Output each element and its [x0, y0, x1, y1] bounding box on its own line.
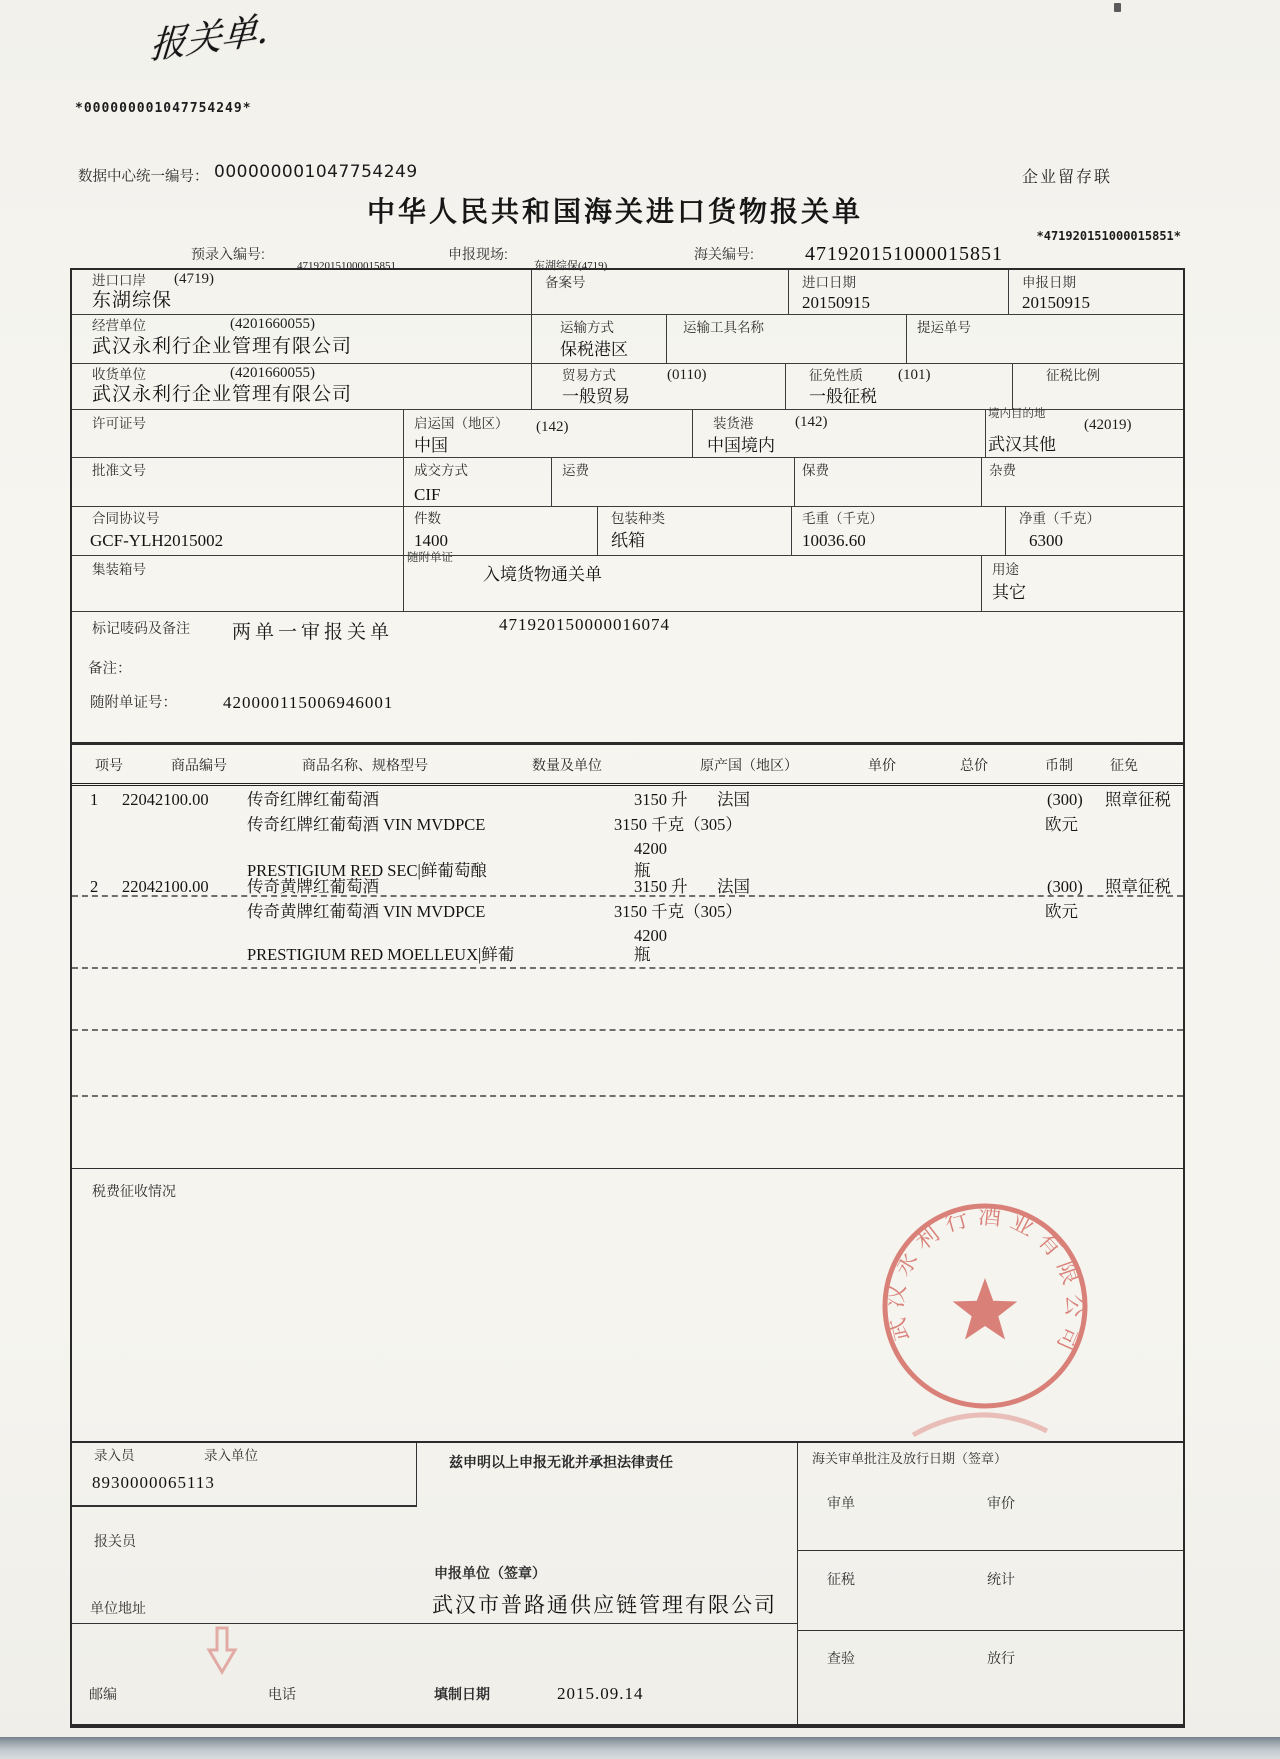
departure-country-label: 启运国（地区）: [414, 416, 509, 431]
item-qty-line3: 4200: [634, 926, 667, 945]
field-packages: [404, 507, 598, 555]
departure-country-code: (142): [536, 419, 569, 435]
item-name-line4: PRESTIGIUM RED MOELLEUX|鲜葡: [247, 945, 515, 964]
approval-no-label: 批准文号: [92, 463, 146, 478]
attached-doc-no-value: 420000115006946001: [223, 693, 394, 712]
goods-col-total-price: 总价: [960, 757, 988, 773]
item-name-line4: PRESTIGIUM RED SEC|鲜葡萄酿: [247, 861, 487, 880]
marks-number: 471920150000016074: [499, 615, 670, 634]
field-attached-docs: [404, 552, 982, 611]
field-container-no: [72, 556, 404, 611]
form-row-6: [72, 507, 1183, 556]
item-separator-dashed: [72, 967, 1183, 969]
import-date-value: 20150915: [802, 293, 870, 312]
tax-section-label: 税费征收情况: [92, 1183, 176, 1199]
item-origin: 法国: [717, 877, 750, 896]
item-no: 1: [90, 790, 99, 809]
scan-artifact-speck: [1114, 3, 1121, 12]
field-import-date: [789, 270, 1009, 314]
form-row-3: [72, 364, 1183, 410]
handwritten-note: 报关单.: [148, 9, 271, 68]
field-transport-mode: [532, 315, 667, 363]
stats-label: 统计: [987, 1571, 1015, 1587]
item-levy-type: 照章征税: [1105, 790, 1171, 809]
transport-mode-value: 保税港区: [560, 340, 628, 359]
net-weight-label: 净重（千克）: [1019, 511, 1100, 526]
item-currency-code: (300): [1047, 790, 1083, 809]
customs-no-value: 471920151000015851: [805, 243, 1003, 265]
contract-no-label: 合同协议号: [92, 511, 160, 526]
bill-no-label: 提运单号: [917, 320, 971, 335]
field-tax-ratio: [1013, 364, 1183, 409]
field-net-weight: [1006, 507, 1183, 555]
goods-body: [72, 786, 1183, 1169]
item-currency: 欧元: [1045, 815, 1078, 834]
levy-nature-label: 征免性质: [809, 368, 863, 383]
operator-label: 经营单位: [92, 318, 146, 333]
loading-port-code: (142): [795, 414, 828, 430]
item-separator-dashed: [72, 895, 1183, 897]
goods-col-unit-price: 单价: [868, 757, 896, 773]
declaration-form: [70, 268, 1185, 1728]
tax-label: 征税: [827, 1571, 855, 1587]
field-gross-weight: [792, 507, 1006, 555]
record-no-label: 备案号: [545, 275, 586, 290]
transport-tool-label: 运输工具名称: [683, 320, 764, 335]
item-qty-line1: 3150 升: [634, 877, 688, 896]
right-barcode-number: *471920151000015851*: [1036, 229, 1181, 243]
license-no-label: 许可证号: [92, 416, 146, 431]
misc-fee-label: 杂费: [989, 463, 1016, 478]
goods-col-currency: 币制: [1045, 757, 1073, 773]
trade-mode-value: 一般贸易: [562, 387, 630, 406]
contract-no-value: GCF-YLH2015002: [90, 531, 224, 550]
destination-label: 境内目的地: [988, 408, 1046, 420]
item-qty-line4: 瓶: [634, 861, 651, 880]
item-no: 2: [90, 877, 99, 896]
net-weight-value: 6300: [1029, 531, 1063, 550]
copy-type-label: 企业留存联: [1022, 169, 1113, 186]
field-bill-no: [907, 315, 1183, 363]
gross-weight-label: 毛重（千克）: [802, 511, 883, 526]
form-row-4: [72, 410, 1183, 458]
declare-site-label: 申报现场:: [448, 246, 508, 262]
item-currency-code: (300): [1047, 877, 1083, 896]
declare-unit-name: 武汉市普路通供应链管理有限公司: [432, 1593, 777, 1617]
item-qty-line3: 4200: [634, 839, 667, 858]
transaction-mode-label: 成交方式: [414, 463, 468, 478]
form-row-1: [72, 270, 1183, 315]
import-date-label: 进口日期: [802, 275, 856, 290]
goods-col-name-spec: 商品名称、规格型号: [302, 757, 428, 773]
preentry-label: 预录入编号:: [191, 246, 265, 262]
price-review-label: 审价: [987, 1495, 1015, 1511]
scan-bottom-edge: [0, 1737, 1280, 1759]
form-row-2: [72, 315, 1183, 364]
packages-value: 1400: [414, 531, 448, 550]
package-type-value: 纸箱: [611, 531, 645, 550]
unit-address-label: 单位地址: [90, 1600, 146, 1616]
levy-nature-value: 一般征税: [809, 387, 877, 406]
consignee-label: 收货单位: [92, 367, 146, 382]
goods-header-row: [72, 744, 1183, 786]
item-origin: 法国: [717, 790, 750, 809]
inspect-label: 查验: [827, 1650, 855, 1666]
broker-label: 报关员: [94, 1533, 136, 1549]
item-name-line2: 传奇黄牌红葡萄酒 VIN MVDPCE: [247, 902, 486, 921]
marks-area: [72, 612, 1183, 744]
field-usage: [982, 556, 1183, 611]
goods-col-qty-unit: 数量及单位: [532, 757, 602, 773]
stamp-star-icon: [953, 1278, 1018, 1340]
item-qty-line1: 3150 升: [634, 790, 688, 809]
customs-row-divider: [797, 1630, 1183, 1631]
loading-port-label: 装货港: [713, 416, 754, 431]
container-no-label: 集装箱号: [92, 562, 146, 577]
entry-clerk-box: [72, 1443, 417, 1507]
footer-section: [72, 1443, 1183, 1726]
field-operator: [72, 315, 532, 363]
gross-weight-value: 10036.60: [802, 531, 866, 550]
entry-clerk-label: 录入员: [94, 1448, 135, 1463]
company-stamp: [865, 1186, 1105, 1426]
stamp-company-text: 武汉永利行酒业有限公司: [880, 1201, 1089, 1363]
postcode-label: 邮编: [89, 1686, 117, 1702]
tax-section: [72, 1169, 1183, 1443]
item-hs-code: 22042100.00: [122, 790, 209, 809]
data-center-number: 000000001047754249: [214, 162, 418, 182]
item-levy-type: 照章征税: [1105, 877, 1171, 896]
usage-value: 其它: [992, 583, 1026, 602]
declare-unit-label: 申报单位（签章）: [434, 1565, 546, 1581]
tax-ratio-label: 征税比例: [1046, 368, 1100, 383]
form-row-5: [72, 458, 1183, 507]
field-license-no: [72, 410, 404, 457]
field-approval-no: [72, 458, 404, 506]
goods-col-origin: 原产国（地区）: [700, 757, 798, 773]
transaction-mode-value: CIF: [414, 485, 441, 504]
item-qty-line2: 3150 千克（305）: [614, 815, 742, 834]
customs-row-divider: [797, 1550, 1183, 1551]
attached-docs-label: 随附单证: [407, 552, 453, 564]
item-name-line1: 传奇红牌红葡萄酒: [247, 790, 379, 809]
review-label: 审单: [827, 1495, 855, 1511]
marks-label: 标记唛码及备注: [92, 620, 190, 636]
departure-country-value: 中国: [414, 436, 448, 455]
phone-label: 电话: [268, 1686, 296, 1702]
operator-code: (4201660055): [230, 316, 315, 332]
field-trade-mode: [532, 364, 786, 409]
insurance-label: 保费: [802, 463, 829, 478]
attached-doc-no-label: 随附单证号：: [90, 695, 177, 711]
freight-label: 运费: [562, 463, 589, 478]
item-name-line1: 传奇黄牌红葡萄酒: [247, 877, 379, 896]
item-qty-line4: 瓶: [634, 945, 651, 964]
field-destination: [986, 410, 1183, 457]
field-loading-port: [693, 410, 986, 457]
field-insurance: [795, 458, 982, 506]
usage-label: 用途: [992, 562, 1019, 577]
destination-code: (42019): [1084, 417, 1132, 433]
item-currency: 欧元: [1045, 902, 1078, 921]
top-barcode-number: *000000001047754249*: [75, 101, 252, 116]
loading-port-value: 中国境内: [707, 436, 775, 455]
consignee-code: (4201660055): [230, 365, 315, 381]
red-mark-icon: [200, 1622, 244, 1678]
attached-docs-value: 入境货物通关单: [483, 565, 602, 584]
entry-unit-number: 8930000065113: [92, 1473, 215, 1492]
levy-nature-code: (101): [898, 367, 931, 383]
remark-label: 备注：: [88, 661, 132, 677]
field-contract-no: [72, 507, 404, 555]
field-record-no: [532, 270, 789, 314]
field-import-port: [72, 270, 532, 314]
item-qty-line2: 3150 千克（305）: [614, 902, 742, 921]
customs-no-label: 海关编号:: [694, 246, 754, 262]
release-label: 放行: [987, 1650, 1015, 1666]
consignee-value: 武汉永利行企业管理有限公司: [92, 384, 353, 405]
form-row-7: [72, 552, 1183, 612]
field-package-type: [598, 507, 792, 555]
marks-value: 两单一审报关单: [232, 622, 394, 643]
item-separator-dashed: [72, 1095, 1183, 1097]
field-levy-nature: [786, 364, 1013, 409]
entry-unit-label: 录入单位: [204, 1448, 258, 1463]
fill-date-value: 2015.09.14: [557, 1684, 644, 1703]
field-declare-date: [1009, 270, 1183, 314]
destination-value: 武汉其他: [988, 435, 1056, 454]
footer-divider: [797, 1443, 798, 1724]
field-consignee: [72, 364, 532, 409]
declare-site-value: 东湖综保(4719): [534, 260, 608, 272]
trade-mode-label: 贸易方式: [562, 368, 616, 383]
field-departure-country: [404, 410, 693, 457]
import-port-value: 东湖综保: [92, 290, 173, 311]
item-hs-code: 22042100.00: [122, 877, 209, 896]
operator-value: 武汉永利行企业管理有限公司: [92, 336, 353, 357]
fill-date-label: 填制日期: [434, 1686, 490, 1702]
goods-col-levy: 征免: [1110, 757, 1138, 773]
trade-mode-code: (0110): [667, 367, 707, 383]
declare-date-label: 申报日期: [1022, 275, 1076, 290]
package-type-label: 包装种类: [611, 511, 665, 526]
field-transaction-mode: [404, 458, 552, 506]
field-misc-fee: [982, 458, 1183, 506]
customs-notes-label: 海关审单批注及放行日期（签章）: [812, 1451, 1008, 1466]
footer-bottom-left-row: [72, 1623, 797, 1725]
page-title: 中华人民共和国海关进口货物报关单: [366, 196, 863, 227]
goods-col-hs-code: 商品编号: [171, 757, 227, 773]
packages-label: 件数: [414, 511, 441, 526]
preentry-number: 471920151000015851: [297, 260, 396, 272]
transport-mode-label: 运输方式: [560, 320, 614, 335]
data-center-label: 数据中心统一编号：: [78, 169, 209, 185]
declare-date-value: 20150915: [1022, 293, 1090, 312]
import-port-label: 进口口岸: [92, 273, 146, 288]
import-port-code: (4719): [174, 271, 214, 287]
declaration-statement: 兹申明以上申报无讹并承担法律责任: [449, 1454, 673, 1470]
goods-col-item-no: 项号: [95, 757, 123, 773]
item-separator-dashed: [72, 1029, 1183, 1031]
item-name-line2: 传奇红牌红葡萄酒 VIN MVDPCE: [247, 815, 486, 834]
stamp-fragment-icon: [905, 1405, 1055, 1439]
field-transport-tool: [667, 315, 907, 363]
field-freight: [552, 458, 795, 506]
